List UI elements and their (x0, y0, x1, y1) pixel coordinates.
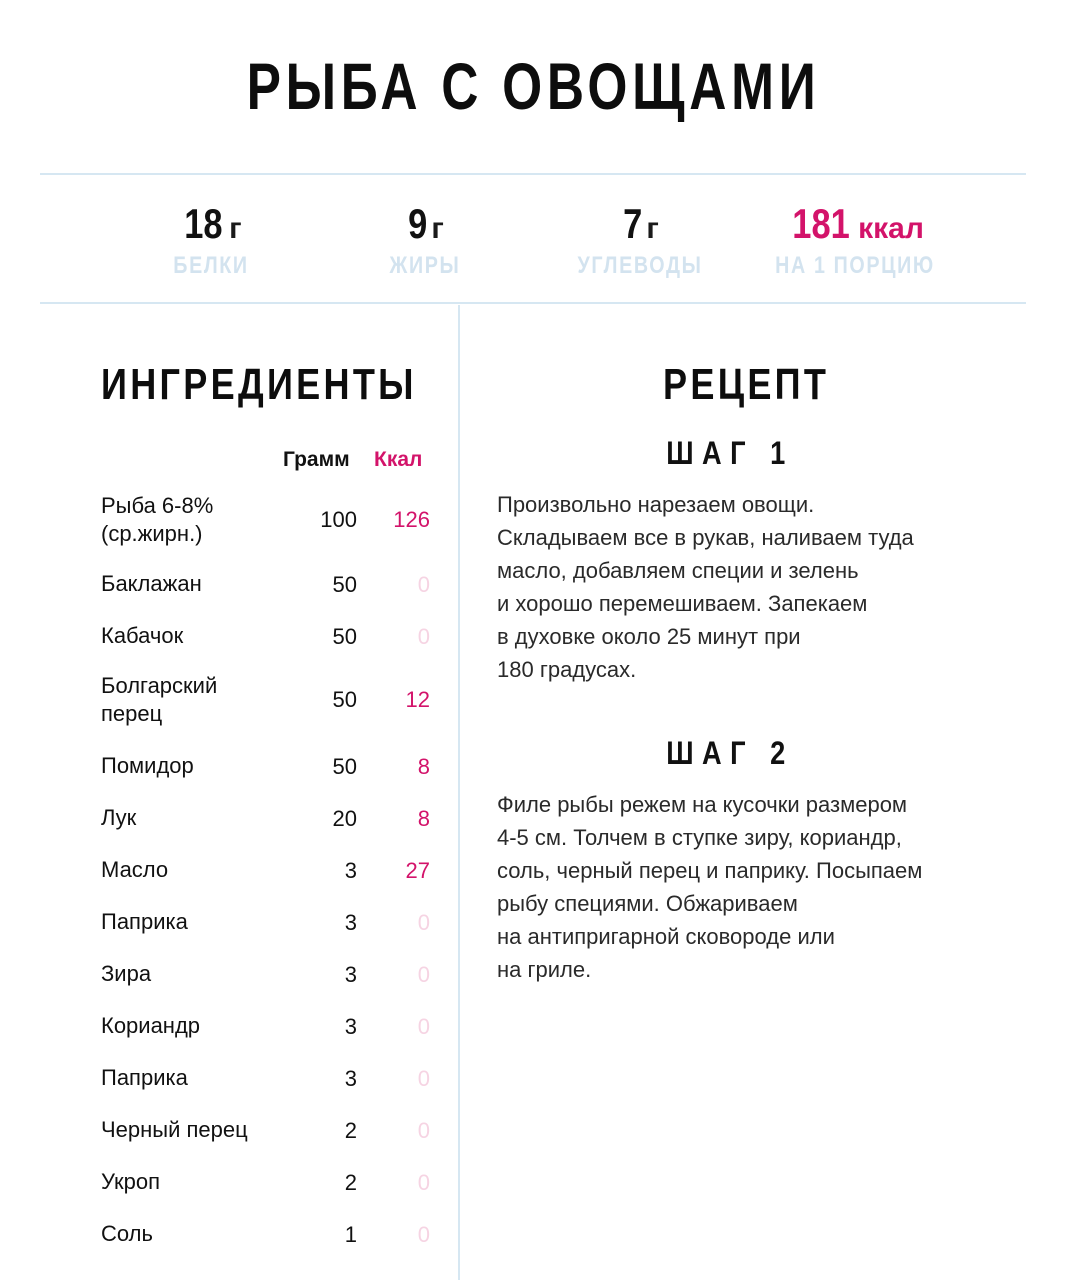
column-header-kcal: Ккал (374, 448, 423, 471)
macro-fat (325, 200, 525, 280)
ingredient-kcal: 0 (417, 572, 430, 597)
ingredient-row (101, 1012, 441, 1062)
macro-protein (111, 200, 311, 280)
page-title: РЫБА С ОВОЩАМИ (246, 49, 821, 123)
macro-value: 181 (792, 200, 850, 247)
macro-unit: г (229, 212, 242, 245)
ingredient-name: Черный перец (101, 1117, 248, 1142)
ingredient-kcal: 0 (417, 1066, 430, 1091)
macro-carbs (540, 200, 740, 280)
ingredient-row (101, 1220, 441, 1270)
ingredient-gram: 3 (344, 1014, 357, 1039)
ingredient-gram: 50 (332, 572, 357, 597)
step-1-text: Произвольно нарезаем овощи. Складываем все в рукав, наливаем туда масло, добавляем специи и зелень и хорошо перемешиваем. Запекаем в духовке около 25 минут при 180 градусах. (497, 492, 914, 682)
ingredient-gram: 3 (344, 910, 357, 935)
ingredient-row (101, 960, 441, 1010)
ingredient-name: Помидор (101, 753, 194, 778)
macro-calories (755, 200, 955, 280)
ingredient-kcal: 0 (417, 910, 430, 935)
ingredient-name: Масло (101, 857, 169, 882)
ingredient-gram: 2 (344, 1170, 357, 1195)
macro-value: 18 (184, 200, 223, 247)
ingredient-kcal: 27 (405, 858, 430, 883)
ingredient-row (101, 622, 441, 672)
ingredient-kcal: 0 (417, 1222, 430, 1247)
ingredient-name: Лук (101, 805, 137, 830)
ingredient-kcal: 0 (417, 1118, 430, 1143)
ingredient-kcal: 126 (393, 507, 430, 532)
ingredient-row (101, 1116, 441, 1166)
ingredient-gram: 50 (332, 754, 357, 779)
ingredient-gram: 100 (320, 507, 357, 532)
macro-label: ЖИРЫ (389, 252, 461, 279)
ingredient-name: Кориандр (101, 1013, 201, 1038)
column-header-gram: Грамм (283, 448, 350, 471)
ingredient-gram: 3 (344, 858, 357, 883)
ingredient-name: Болгарский перец (101, 673, 218, 726)
ingredients-heading: ИНГРЕДИЕНТЫ (101, 360, 417, 409)
ingredient-row (101, 804, 441, 854)
ingredient-name: Рыба 6-8% (ср.жирн.) (101, 493, 214, 546)
recipe-heading: РЕЦЕПТ (663, 360, 830, 409)
ingredient-name: Зира (101, 961, 152, 986)
macro-unit: г (646, 212, 659, 245)
ingredient-gram: 50 (332, 687, 357, 712)
step-1-title: ШАГ 1 (666, 435, 794, 471)
ingredient-gram: 20 (332, 806, 357, 831)
step-2-title: ШАГ 2 (666, 735, 794, 771)
divider-vertical (458, 305, 460, 1280)
ingredient-gram: 1 (344, 1222, 357, 1247)
ingredient-kcal: 8 (417, 754, 430, 779)
ingredient-name: Баклажан (101, 571, 202, 596)
ingredient-gram: 2 (344, 1118, 357, 1143)
ingredient-kcal: 0 (417, 962, 430, 987)
ingredient-name: Паприка (101, 909, 188, 934)
ingredient-gram: 50 (332, 624, 357, 649)
macro-label: УГЛЕВОДЫ (577, 252, 703, 279)
macro-unit: ккал (858, 212, 924, 245)
ingredient-row (101, 1064, 441, 1114)
ingredient-row (101, 1168, 441, 1218)
ingredient-gram: 3 (344, 962, 357, 987)
ingredient-row (101, 752, 441, 802)
ingredient-kcal: 0 (417, 1014, 430, 1039)
ingredient-name: Укроп (101, 1169, 160, 1194)
ingredient-kcal: 12 (405, 687, 430, 712)
ingredient-name: Соль (101, 1221, 153, 1246)
ingredient-kcal: 8 (417, 806, 430, 831)
ingredient-row (101, 672, 441, 726)
ingredient-kcal: 0 (417, 1170, 430, 1195)
macro-unit: г (431, 212, 444, 245)
divider-top (40, 173, 1026, 175)
ingredient-row (101, 908, 441, 958)
macro-label: НА 1 ПОРЦИЮ (775, 252, 935, 279)
macro-label: БЕЛКИ (173, 252, 249, 279)
ingredient-name: Паприка (101, 1065, 188, 1090)
step-2-text: Филе рыбы режем на кусочки размером 4-5 см. Толчем в ступке зиру, кориандр, соль, черный перец и паприку. Посыпаем рыбу специями. Обжариваем на антипригарной сковороде или на гриле. (497, 792, 923, 982)
ingredient-row (101, 492, 441, 546)
ingredient-row (101, 856, 441, 906)
divider-bottom (40, 302, 1026, 304)
macro-value: 7 (623, 200, 643, 247)
ingredient-name: Кабачок (101, 623, 184, 648)
macro-value: 9 (408, 200, 428, 247)
ingredient-kcal: 0 (417, 624, 430, 649)
ingredient-row (101, 570, 441, 620)
ingredient-gram: 3 (344, 1066, 357, 1091)
